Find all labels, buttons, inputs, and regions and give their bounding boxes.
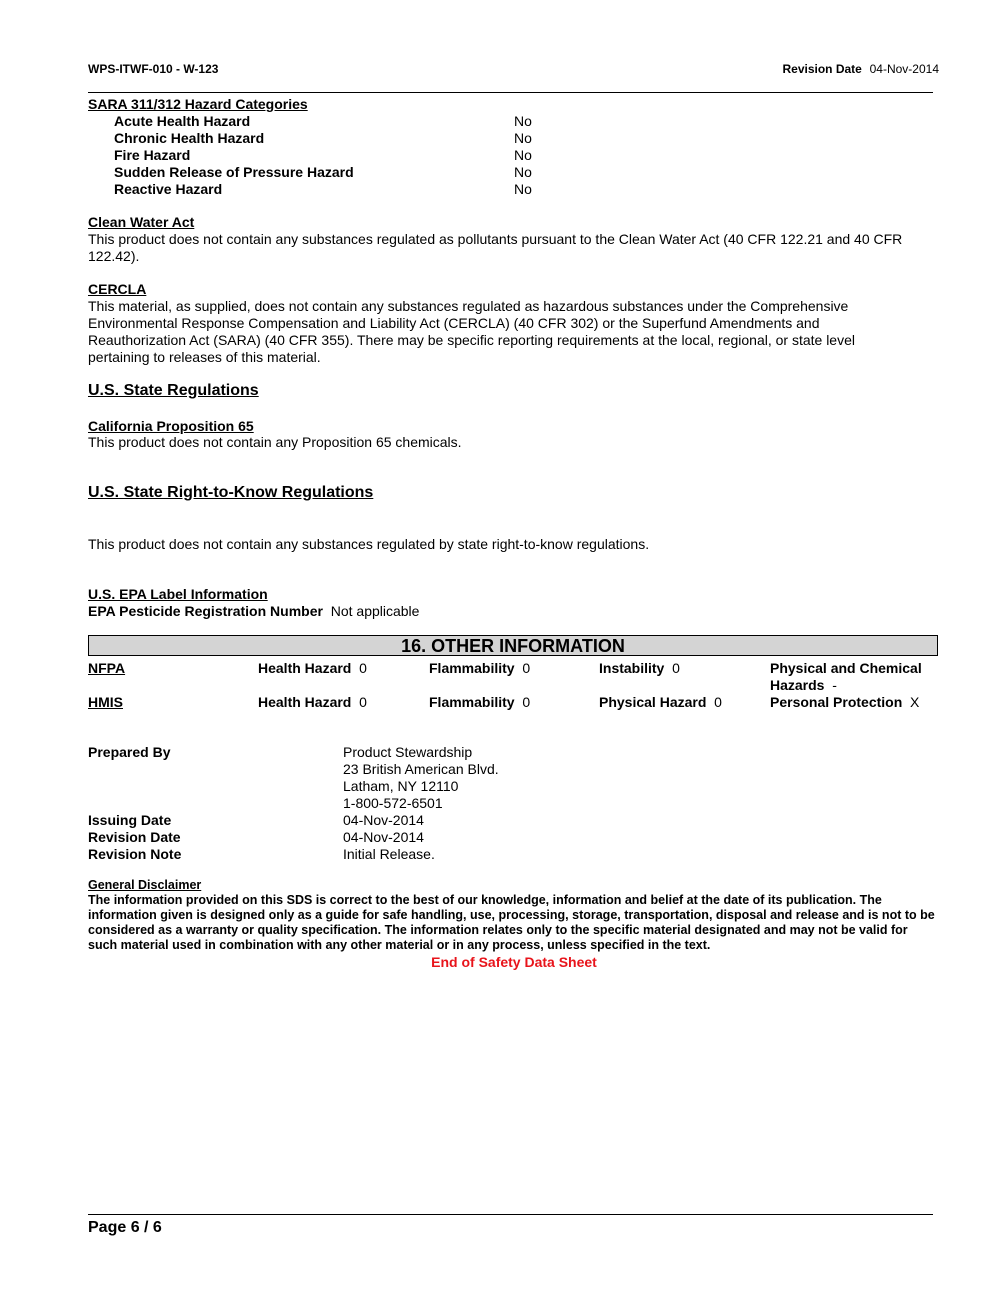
hmis-physical-label: Physical Hazard — [599, 694, 707, 710]
cercla-heading: CERCLA — [88, 281, 147, 297]
epa-heading: U.S. EPA Label Information — [88, 586, 268, 602]
hmis-personal-protection — [770, 694, 919, 711]
hmis-physical-value: 0 — [714, 694, 722, 710]
sara-row-label: Reactive Hazard — [114, 181, 223, 197]
hmis-personal-protection-value: X — [910, 694, 920, 710]
revision-note-value: Initial Release. — [343, 846, 435, 862]
disclaimer-heading: General Disclaimer — [88, 878, 202, 892]
hmis-label: HMIS — [88, 694, 123, 710]
nfpa-flammability-value: 0 — [522, 660, 531, 676]
sara-row-value: No — [514, 164, 532, 180]
sara-row-value: No — [514, 181, 532, 197]
state-regulations-heading: U.S. State Regulations — [88, 382, 259, 399]
hmis-health-label: Health Hazard — [258, 694, 352, 710]
hmis-flammability — [429, 694, 530, 711]
prepared-by-line: Latham, NY 12110 — [343, 778, 459, 794]
header-divider — [88, 92, 933, 93]
sara-row-label: Chronic Health Hazard — [114, 130, 265, 146]
cercla-text: This material, as supplied, does not contain any substances regulated as hazardous substances under the Comprehensive Environmental Response Compensation and Liability Act (CERCLA) (40 CFR 302) or the Superfund Amendments and Reauthorization Act (SARA) (40 CFR 355). There may be specific reporting requirements at the local, regional, or state level pertaining to releases of this material. — [88, 298, 855, 365]
hmis-personal-protection-label: Personal Protection — [770, 694, 903, 710]
header-revision — [782, 60, 939, 78]
prepared-by-line: 1-800-572-6501 — [343, 795, 443, 811]
hmis-flammability-value: 0 — [522, 694, 531, 710]
nfpa-physical-label-line2: Hazards — [770, 677, 825, 693]
right-to-know-heading: U.S. State Right-to-Know Regulations — [88, 484, 374, 501]
nfpa-flammability-label: Flammability — [429, 660, 515, 676]
page-number: Page 6 / 6 — [88, 1219, 162, 1236]
nfpa-label: NFPA — [88, 660, 126, 676]
end-of-sds: End of Safety Data Sheet — [431, 954, 597, 970]
sara-heading: SARA 311/312 Hazard Categories — [88, 96, 308, 112]
nfpa-health-value: 0 — [359, 660, 367, 676]
prepared-by-label: Prepared By — [88, 744, 171, 760]
right-to-know-text: This product does not contain any substances regulated by state right-to-know regulations. — [88, 536, 650, 552]
header-revision-label: Revision Date — [782, 62, 862, 76]
sara-row-value: No — [514, 147, 532, 163]
hmis-physical — [599, 694, 722, 711]
nfpa-health-label: Health Hazard — [258, 660, 352, 676]
document-id: WPS-ITWF-010 - W-123 — [88, 62, 219, 76]
nfpa-health — [258, 660, 367, 677]
sara-row-value: No — [514, 130, 532, 146]
prepared-by-line: Product Stewardship — [343, 744, 473, 760]
nfpa-physical — [770, 677, 837, 694]
footer-divider — [88, 1214, 933, 1215]
sara-row-label: Acute Health Hazard — [114, 113, 251, 129]
section-16-title: 16. OTHER INFORMATION — [88, 635, 938, 656]
hmis-health-value: 0 — [359, 694, 367, 710]
nfpa-instability-value: 0 — [672, 660, 680, 676]
epa-registration — [88, 603, 419, 620]
revision-note-label: Revision Note — [88, 846, 182, 862]
issuing-date-label: Issuing Date — [88, 812, 172, 828]
nfpa-instability — [599, 660, 680, 677]
nfpa-physical-value: - — [832, 677, 837, 693]
prepared-by-line: 23 British American Blvd. — [343, 761, 499, 777]
revision-date-label: Revision Date — [88, 829, 181, 845]
prop65-text: This product does not contain any Proposition 65 chemicals. — [88, 434, 462, 450]
clean-water-heading: Clean Water Act — [88, 214, 195, 230]
header-revision-date: 04-Nov-2014 — [869, 62, 939, 76]
hmis-health — [258, 694, 367, 711]
nfpa-physical-label-line1: Physical and Chemical — [770, 660, 922, 676]
clean-water-text: This product does not contain any substances regulated as pollutants pursuant to the Clean Water Act (40 CFR 122.21 and 40 CFR 122.42). — [88, 231, 903, 264]
prop65-heading: California Proposition 65 — [88, 418, 254, 434]
revision-date-value: 04-Nov-2014 — [343, 829, 424, 845]
sara-row-label: Sudden Release of Pressure Hazard — [114, 164, 354, 180]
epa-registration-value: Not applicable — [330, 603, 420, 619]
sara-row-value: No — [514, 113, 532, 129]
disclaimer-text: The information provided on this SDS is correct to the best of our knowledge, information and belief at the date of its publication. The information given is designed only as a guide for safe handling, use, processing, storage, transportation, disposal and release and is not to be considered as a warranty or quality specification. The information relates only to the specific material designated and may not be valid for such material used in combination with any other material or in any process, unless specified in the text. — [88, 893, 935, 952]
epa-registration-label: EPA Pesticide Registration Number — [88, 603, 323, 619]
nfpa-flammability — [429, 660, 530, 677]
hmis-flammability-label: Flammability — [429, 694, 515, 710]
issuing-date-value: 04-Nov-2014 — [343, 812, 424, 828]
nfpa-instability-label: Instability — [599, 660, 665, 676]
sara-row-label: Fire Hazard — [114, 147, 191, 163]
